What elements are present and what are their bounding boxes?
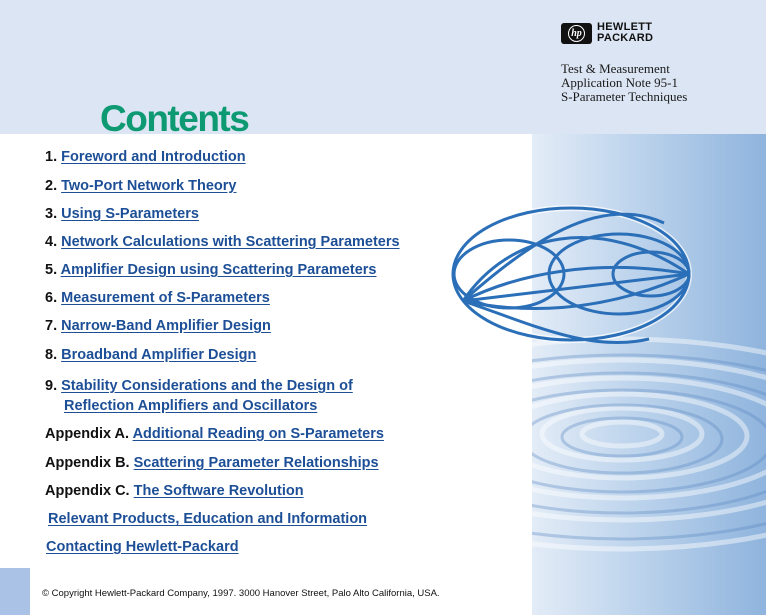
toc-item-6 xyxy=(45,289,270,307)
toc-number: 6. xyxy=(45,290,58,306)
toc-number: 2. xyxy=(45,178,58,194)
hp-logo-letters: hp xyxy=(568,25,585,42)
toc-link-relationships[interactable]: Scattering Parameter Relationships xyxy=(133,455,379,471)
toc-item-9 xyxy=(45,377,353,395)
hp-logo xyxy=(561,22,653,44)
toc-item-4 xyxy=(45,233,400,251)
toc-link-foreword[interactable]: Foreword and Introduction xyxy=(61,149,246,165)
toc-item-appendix-c xyxy=(45,482,304,500)
toc-item-appendix-b xyxy=(45,454,379,472)
toc-link-stability-continued[interactable]: Reflection Amplifiers and Oscillators xyxy=(64,398,318,414)
doc-category: Test & Measurement xyxy=(561,61,670,76)
toc-item-contacting xyxy=(46,538,239,556)
doc-number: Application Note 95-1 xyxy=(561,75,678,90)
toc-item-5 xyxy=(45,261,376,279)
hp-logo-icon xyxy=(561,23,592,44)
toc-number: 4. xyxy=(45,234,58,250)
toc-item-3 xyxy=(45,205,199,223)
toc-item-8 xyxy=(45,346,256,364)
footer-accent-strip xyxy=(0,568,30,615)
company-name-line2: PACKARD xyxy=(597,32,654,44)
toc-link-network-calculations[interactable]: Network Calculations with Scattering Parameters xyxy=(61,234,400,250)
toc-number: 1. xyxy=(45,149,58,165)
toc-link-broadband[interactable]: Broadband Amplifier Design xyxy=(61,347,257,363)
toc-link-narrow-band[interactable]: Narrow-Band Amplifier Design xyxy=(61,318,271,334)
toc-link-contacting-hp[interactable]: Contacting Hewlett-Packard xyxy=(46,539,239,555)
toc-link-additional-reading[interactable]: Additional Reading on S-Parameters xyxy=(132,426,384,442)
toc-number: 9. xyxy=(45,378,58,394)
page-title: Contents xyxy=(100,98,249,139)
toc-appendix-label: Appendix A. xyxy=(45,426,130,442)
toc-number: 5. xyxy=(45,262,58,278)
toc-link-stability[interactable]: Stability Considerations and the Design of xyxy=(61,378,353,394)
document-info xyxy=(561,62,687,104)
toc-item-9-continued xyxy=(64,397,317,415)
toc-number: 3. xyxy=(45,206,58,222)
toc-link-using-s-parameters[interactable]: Using S-Parameters xyxy=(61,206,199,222)
toc-item-appendix-a xyxy=(45,425,384,443)
toc-item-7 xyxy=(45,317,271,335)
doc-subject: S-Parameter Techniques xyxy=(561,89,688,104)
toc-item-2 xyxy=(45,177,236,195)
company-name xyxy=(597,22,653,44)
toc-item-1 xyxy=(45,148,246,166)
toc-number: 7. xyxy=(45,318,58,334)
toc-link-two-port[interactable]: Two-Port Network Theory xyxy=(61,178,237,194)
toc-link-amplifier-design[interactable]: Amplifier Design using Scattering Parameters xyxy=(60,262,377,278)
toc-item-relevant-products xyxy=(48,510,367,528)
toc-number: 8. xyxy=(45,347,58,363)
toc-link-measurement[interactable]: Measurement of S-Parameters xyxy=(61,290,270,306)
copyright-notice: © Copyright Hewlett-Packard Company, 1997. 3000 Hanover Street, Palo Alto California, USA. xyxy=(42,588,440,599)
toc-link-relevant-products[interactable]: Relevant Products, Education and Information xyxy=(48,511,368,527)
toc-appendix-label: Appendix C. xyxy=(45,483,130,499)
smith-chart-icon xyxy=(449,203,693,345)
company-name-line1: HEWLETT xyxy=(597,21,653,33)
toc-appendix-label: Appendix B. xyxy=(45,455,130,471)
toc-link-software-revolution[interactable]: The Software Revolution xyxy=(133,483,304,499)
